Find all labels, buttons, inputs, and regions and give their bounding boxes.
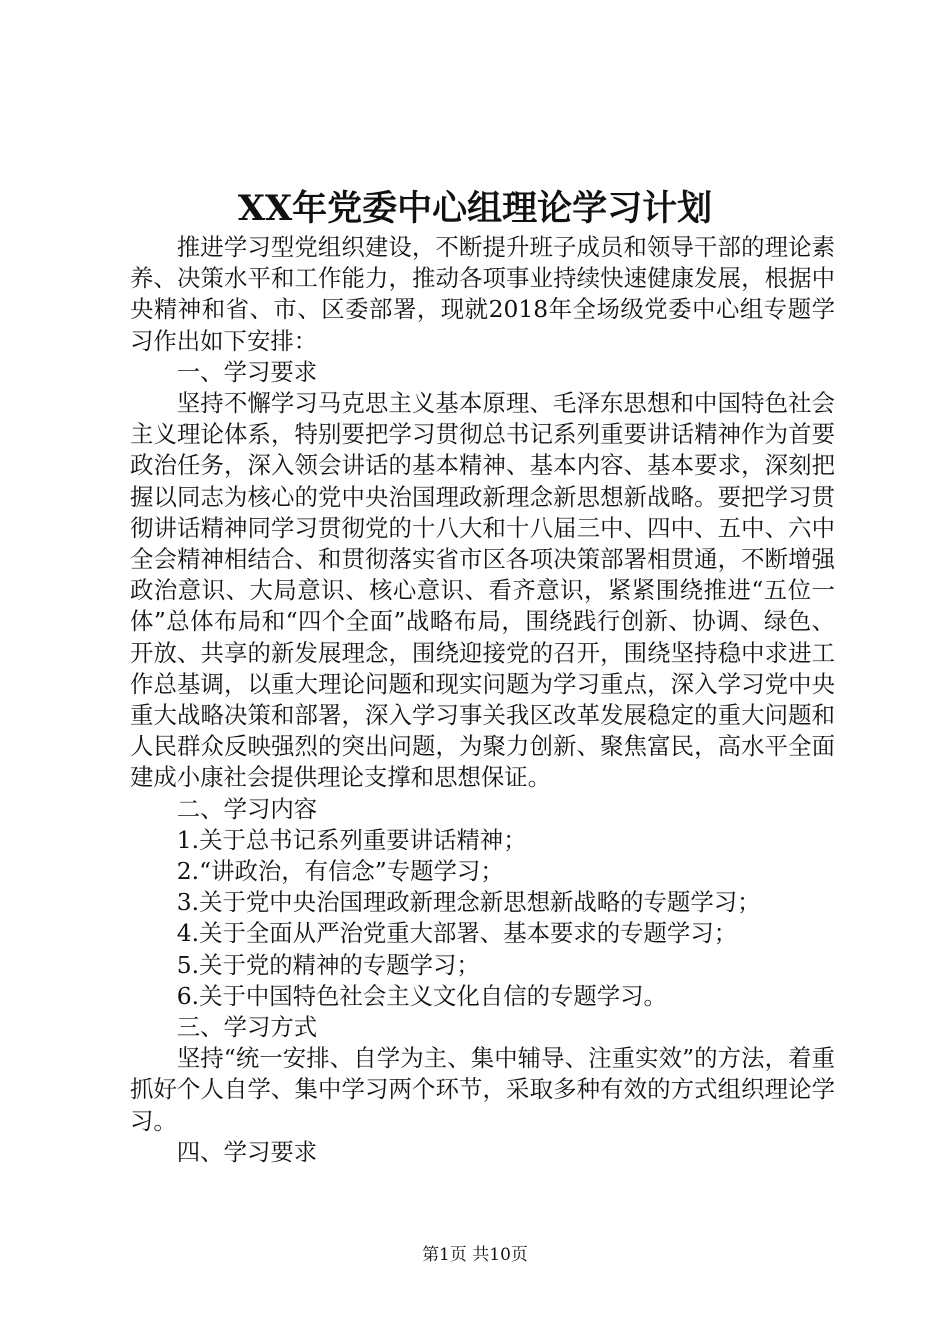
page-number: 第1页 共10页 — [422, 1245, 528, 1265]
section-heading-4: 四、学习要求 — [176, 1137, 318, 1166]
paragraph-method: 坚持“统一安排、自学为主、集中辅导、注重实效”的方法，着重抓好个人自学、集中学习两个环节，采取多种有效的方式组织理论学习。 — [130, 1044, 835, 1135]
list-item: 5.关于党的精神的专题学习； — [176, 950, 480, 979]
document-body — [130, 232, 835, 1168]
list-item: 1.关于总书记系列重要讲话精神； — [176, 825, 527, 854]
list-item: 6.关于中国特色社会主义文化自信的专题学习。 — [176, 981, 667, 1010]
list-item: 3.关于党中央治国理政新理念新思想新战略的专题学习； — [176, 888, 761, 917]
paragraph-requirements: 坚持不懈学习马克思主义基本原理、毛泽东思想和中国特色社会主义理论体系，特别要把学习贯彻总书记系列重要讲话精神作为首要政治任务，深入领会讲话的基本精神、基本内容、基本要求，深刻把握以同志为核心的党中央治国理政新理念新思想新战略。要把学习贯彻讲话精神同学习贯彻党的十八大和十八届三中、四中、五中、六中全会精神相结合、和贯彻落实省市区各项决策部署相贯通，不断增强政治意识、大局意识、核心意识、看齐意识，紧紧围绕推进“五位一体”总体布局和“四个全面”战略布局，围绕践行创新、协调、绿色、开放、共享的新发展理念，围绕迎接党的召开，围绕坚持稳中求进工作总基调，以重大理论问题和现实问题为学习重点，深入学习党中央重大战略决策和部署，深入学习事关我区改革发展稳定的重大问题和人民群众反映强烈的突出问题，为聚力创新、聚焦富民，高水平全面建成小康社会提供理论支撑和思想保证。 — [130, 389, 835, 792]
section-heading-3: 三、学习方式 — [176, 1013, 318, 1042]
section-heading-1: 一、学习要求 — [176, 357, 318, 386]
document-title: XX年党委中心组理论学习计划 — [237, 188, 713, 229]
list-item: 4.关于全面从严治党重大部署、基本要求的专题学习； — [176, 919, 738, 948]
section-heading-2: 二、学习内容 — [176, 794, 318, 823]
paragraph-intro: 推进学习型党组织建设，不断提升班子成员和领导干部的理论素养、决策水平和工作能力，推动各项事业持续快速健康发展，根据中央精神和省、市、区委部署，现就2018年全场级党委中心组专题学习作出如下安排： — [130, 233, 835, 355]
list-item: 2.“讲政治，有信念”专题学习； — [176, 857, 504, 886]
